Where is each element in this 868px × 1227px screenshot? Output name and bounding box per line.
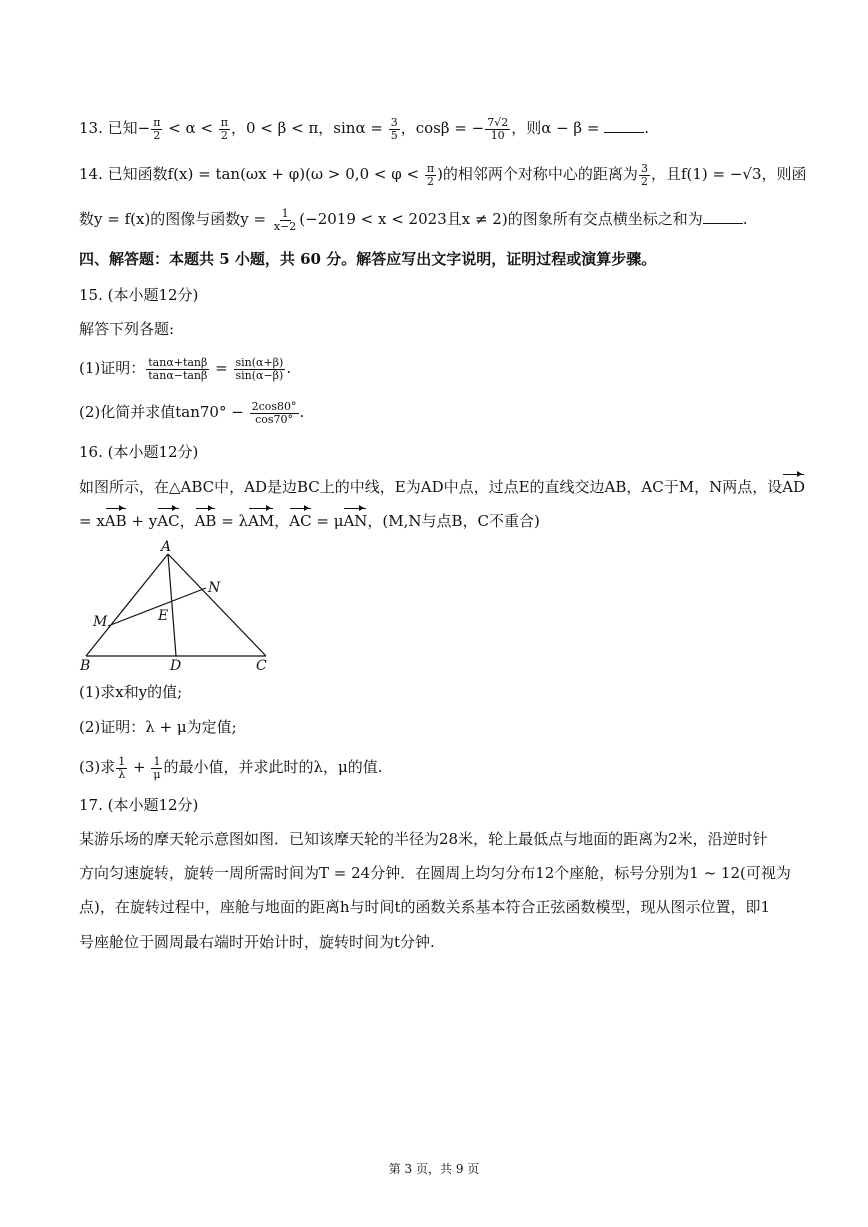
fraction: $\frac{\tan\alpha+\tan\beta}{\tan\alpha-\tan\beta}$ <box>148 355 208 382</box>
line-MN <box>108 588 206 626</box>
vector-AN: AN <box>343 509 367 533</box>
label-B: B <box>80 658 91 674</box>
question-15-part-1: (1)证明： $\frac{\tan\alpha+\tan\beta}{\tan\alpha-\tan\beta}$ = $\frac{\sin(\alpha+\beta)}{\sin(\alpha-\beta)}$ . <box>79 355 292 382</box>
section-heading: 四、解答题：本题共 5 小题，共 60 分。解答应写出文字说明，证明过程或演算步骤。 <box>79 250 657 268</box>
vector-AB: AB <box>105 509 127 533</box>
fraction: $\frac{3}{2}$ <box>640 161 648 188</box>
question-17-line-1: 某游乐场的摩天轮示意图如图．已知该摩天轮的半径为28米，轮上最低点与地面的距离为2米，沿逆时针 <box>79 830 768 848</box>
question-15-title: 15. (本小题12分) <box>79 286 199 304</box>
answer-blank <box>604 118 644 133</box>
question-16-title: 16. (本小题12分) <box>79 443 199 461</box>
fraction: $\frac{\pi}{2}$ <box>426 161 435 188</box>
answer-blank <box>703 209 743 224</box>
page-footer: 第 3 页，共 9 页 <box>388 1162 480 1176</box>
question-16-part-1: (1)求x和y的值; <box>79 683 183 701</box>
vector-AB: AB <box>195 509 217 533</box>
fraction: $\frac{\pi}{2}$ <box>153 115 161 142</box>
fraction: $\frac{1}{\lambda}$ <box>118 754 126 781</box>
label-M: M <box>93 614 108 630</box>
question-14-line-1: 14. 已知函数f(x) = tan(ωx + φ)(ω > 0,0 < φ < $\frac{\pi}{2}$ )的相邻两个对称中心的距离为 $\frac{3}{2}$ ，且f(1) = −√3，则函 <box>79 161 807 188</box>
question-16-part-2: (2)证明：λ + μ为定值; <box>79 718 237 736</box>
median-AD <box>168 554 176 656</box>
label-D: D <box>170 658 182 674</box>
vector-AM: AM <box>248 509 274 533</box>
fraction: $\frac{7√2}{10}$ <box>487 115 509 142</box>
question-17-title: 17. (本小题12分) <box>79 796 199 814</box>
fraction: $\frac{2\cos 80^\circ}{\cos 70^\circ}$ <box>251 399 297 426</box>
fraction: $\frac{3}{5}$ <box>390 115 398 142</box>
question-13: 13. 已知− $\frac{\pi}{2}$ < α < $\frac{\pi}{2}$ ，0 < β < π，sinα = $\frac{3}{5}$ ，cosβ = − $\frac{7√2}{10}$ ，则α − β = . <box>79 115 649 142</box>
label-A: A <box>161 539 172 555</box>
vector-AC: AC <box>289 509 311 533</box>
question-15-part-2: (2)化简并求值tan70° − $\frac{2\cos 80^\circ}{\cos 70^\circ}$ . <box>79 399 305 426</box>
fraction: $\frac{1}{x-2}$ <box>273 206 297 233</box>
fraction: $\frac{\pi}{2}$ <box>220 115 229 142</box>
question-16-part-3: (3)求 $\frac{1}{\lambda}$ + $\frac{1}{\mu}$ 的最小值，并求此时的λ，μ的值. <box>79 754 383 781</box>
label-E: E <box>158 608 169 624</box>
vector-AD: AD <box>782 475 805 499</box>
question-14-line-2: 数y = f(x)的图像与函数y = $\frac{1}{x-2}$ (−2019 < x < 2023且x ≠ 2)的图象所有交点横坐标之和为 . <box>79 206 748 233</box>
fraction: $\frac{1}{\mu}$ <box>153 754 161 781</box>
question-17-line-4: 号座舱位于圆周最右端时开始计时，旋转时间为t分钟. <box>79 933 435 951</box>
fraction: $\frac{\sin(\alpha+\beta)}{\sin(\alpha-\beta)}$ <box>235 355 284 382</box>
question-16-line-2: = xAB + yAC，AB = λAM，AC = μAN，(M,N与点B，C不重合) <box>79 509 540 533</box>
vector-AC: AC <box>157 509 179 533</box>
label-C: C <box>256 658 267 674</box>
label-N: N <box>208 580 221 596</box>
question-15-intro: 解答下列各题: <box>79 320 175 338</box>
triangle-figure <box>78 538 278 674</box>
question-17-line-3: 点)，在旋转过程中，座舱与地面的距离h与时间t的函数关系基本符合正弦函数模型，现从图示位置，即1 <box>79 898 771 916</box>
question-16-line-1: 如图所示，在△ABC中，AD是边BC上的中线，E为AD中点，过点E的直线交边AB，AC于M，N两点，设AD <box>79 475 805 499</box>
side-AC <box>168 554 266 656</box>
question-17-line-2: 方向匀速旋转，旋转一周所需时间为T = 24分钟．在圆周上均匀分布12个座舱，标号分别为1 ~ 12(可视为 <box>79 864 791 882</box>
side-AB <box>86 554 168 656</box>
